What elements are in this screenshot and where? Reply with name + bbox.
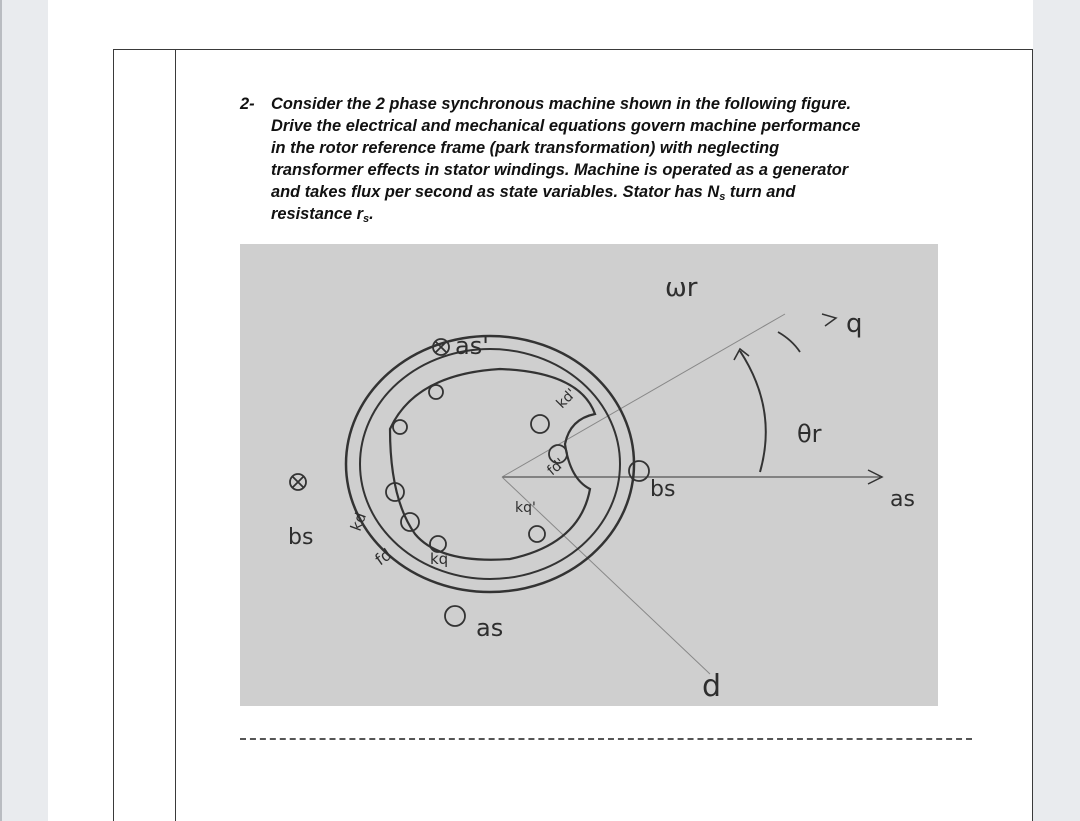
machine-figure xyxy=(240,244,938,706)
kq-prime-conductor-icon xyxy=(529,526,545,542)
kd-prime-conductor-icon xyxy=(531,415,549,433)
label-d: d xyxy=(702,669,722,704)
label-fd: fd xyxy=(371,544,396,570)
question-line-5-tail: turn and xyxy=(725,183,796,201)
label-kq: kq xyxy=(430,550,449,568)
question-line-6-text: resistance r xyxy=(271,205,364,223)
label-theta-r: θr xyxy=(797,420,822,448)
label-bs-right: bs xyxy=(650,477,676,502)
question-number: 2- xyxy=(240,95,255,113)
question-line-4: transformer effects in stator windings. Machine is operated as a generator xyxy=(271,161,849,179)
label-as-bottom: as xyxy=(476,614,504,642)
question-line-1: Consider the 2 phase synchronous machine shown in the following figure. xyxy=(271,95,852,113)
label-fd-prime: fd' xyxy=(544,455,569,480)
q-axis-line xyxy=(502,314,785,480)
rotor-dot-icon xyxy=(429,385,443,399)
wr-curve xyxy=(778,332,800,352)
label-kq-prime: kq' xyxy=(515,500,536,516)
window-edge xyxy=(0,0,2,821)
table-border-right xyxy=(1032,49,1033,821)
bs-dot-icon xyxy=(629,461,649,481)
question-line-3: in the rotor reference frame (park transformation) with neglecting xyxy=(271,139,780,157)
rs-subscript: s xyxy=(363,213,370,225)
stator-inner-ring xyxy=(360,349,620,579)
as-dot-icon xyxy=(445,606,465,626)
rotor-dot-icon xyxy=(393,420,407,434)
machine-sketch xyxy=(240,244,938,706)
theta-arc xyxy=(740,351,766,472)
ns-subscript: s xyxy=(719,191,726,203)
label-as-axis: as xyxy=(890,487,915,512)
question-line-6-tail: . xyxy=(369,205,374,223)
question-line-2: Drive the electrical and mechanical equations govern machine performance xyxy=(271,117,861,135)
q-arrow-icon xyxy=(822,314,836,326)
label-bs-left: bs xyxy=(288,525,314,550)
label-q: q xyxy=(846,309,863,339)
label-kd-prime: kd' xyxy=(553,385,580,412)
table-border-left xyxy=(113,49,114,821)
question-line-5-text: and takes flux per second as state variables. Stator has N xyxy=(271,183,720,201)
dashed-divider xyxy=(240,738,972,740)
question-line-5 xyxy=(271,181,795,203)
label-wr: ωr xyxy=(665,273,698,303)
cross-mark xyxy=(292,476,304,488)
table-border-top xyxy=(113,49,1033,50)
document-page xyxy=(48,0,1033,821)
label-as-prime: as' xyxy=(455,332,489,360)
table-border-column xyxy=(175,49,176,821)
question-line-6 xyxy=(271,203,374,225)
label-kd: kd xyxy=(346,510,370,534)
